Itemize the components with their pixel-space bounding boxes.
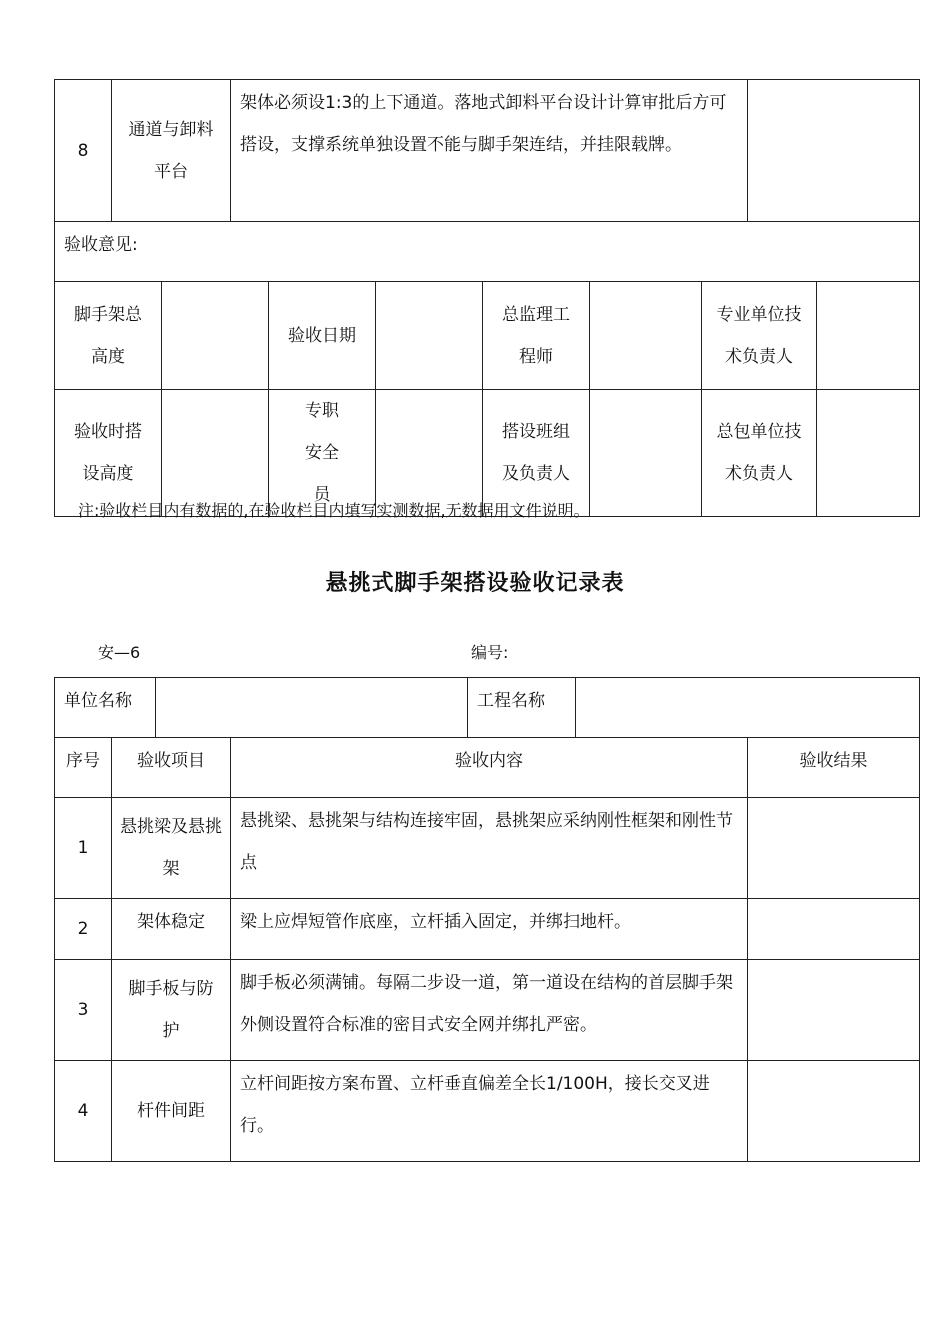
- total-height-label: 脚手架总高度: [55, 282, 162, 390]
- unit-project-row: [55, 678, 920, 738]
- acceptance-signature-table: [54, 221, 920, 517]
- row-content: 脚手板必须满铺。每隔二步设一道，第一道设在结构的首层脚手架外侧设置符合标准的密目式安全网并绑扎严密。: [231, 960, 748, 1061]
- form-code: 安—6: [98, 643, 141, 662]
- row-number: 1: [55, 798, 112, 899]
- footnote: 注:验收栏目内有数据的,在验收栏目内填写实测数据,无数据用文件说明。: [78, 501, 590, 520]
- row-result[interactable]: [748, 1061, 920, 1162]
- unit-project-table: [54, 677, 920, 738]
- general-contractor-tech-lead-value[interactable]: [817, 390, 920, 517]
- erected-height-label: 验收时搭设高度: [55, 390, 162, 517]
- row-item: 脚手板与防护: [112, 960, 231, 1061]
- project-name-field[interactable]: [576, 678, 920, 738]
- chief-supervisor-label: 总监理工程师: [483, 282, 590, 390]
- signature-row-1: [55, 282, 920, 390]
- unit-name-field[interactable]: [156, 678, 468, 738]
- crew-lead-label: 搭设班组及负责人: [483, 390, 590, 517]
- row-number: 3: [55, 960, 112, 1061]
- unit-name-label: 单位名称: [55, 678, 156, 738]
- row-item: 杆件间距: [112, 1061, 231, 1162]
- opinion-label: 验收意见:: [55, 222, 920, 282]
- form-title: 悬挑式脚手架搭设验收记录表: [325, 571, 625, 596]
- row-number: 4: [55, 1061, 112, 1162]
- header-seq: 序号: [55, 738, 112, 798]
- acceptance-items-table: [54, 737, 920, 1162]
- row-content: 悬挑梁、悬挑架与结构连接牢固，悬挑架应采纳刚性框架和刚性节点: [231, 798, 748, 899]
- row-content: 立杆间距按方案布置、立杆垂直偏差全长1/100H，接长交叉进行。: [231, 1061, 748, 1162]
- row-result[interactable]: [748, 798, 920, 899]
- number-label: 编号:: [471, 643, 509, 662]
- row-result[interactable]: [748, 899, 920, 960]
- safety-officer-label: 专职安全员: [269, 390, 376, 517]
- row-number: 8: [55, 80, 112, 222]
- table-row: [55, 1061, 920, 1162]
- row-content: 梁上应焊短管作底座，立杆插入固定，并绑扫地杆。: [231, 899, 748, 960]
- header-content: 验收内容: [231, 738, 748, 798]
- row-number: 2: [55, 899, 112, 960]
- header-item: 验收项目: [112, 738, 231, 798]
- table-row: [55, 899, 920, 960]
- total-height-value[interactable]: [162, 282, 269, 390]
- row-item: 悬挑梁及悬挑架: [112, 798, 231, 899]
- specialty-tech-lead-label: 专业单位技术负责人: [702, 282, 817, 390]
- header-row: [55, 738, 920, 798]
- specialty-tech-lead-value[interactable]: [817, 282, 920, 390]
- project-name-label: 工程名称: [468, 678, 576, 738]
- row-content: 架体必须设1:3的上下通道。落地式卸料平台设计计算审批后方可搭设，支撑系统单独设置不能与脚手架连结，并挂限载牌。: [231, 80, 748, 222]
- row-item: 架体稳定: [112, 899, 231, 960]
- acceptance-date-value[interactable]: [376, 282, 483, 390]
- acceptance-date-label: 验收日期: [269, 282, 376, 390]
- table-row: [55, 960, 920, 1061]
- row-result[interactable]: [748, 960, 920, 1061]
- general-contractor-tech-lead-label: 总包单位技术负责人: [702, 390, 817, 517]
- opinion-row: [55, 222, 920, 282]
- table-row: [55, 798, 920, 899]
- row-result[interactable]: [748, 80, 920, 222]
- table-row: [55, 80, 920, 222]
- top-items-table: [54, 79, 920, 222]
- crew-lead-value[interactable]: [590, 390, 702, 517]
- row-item: 通道与卸料平台: [112, 80, 231, 222]
- chief-supervisor-value[interactable]: [590, 282, 702, 390]
- header-result: 验收结果: [748, 738, 920, 798]
